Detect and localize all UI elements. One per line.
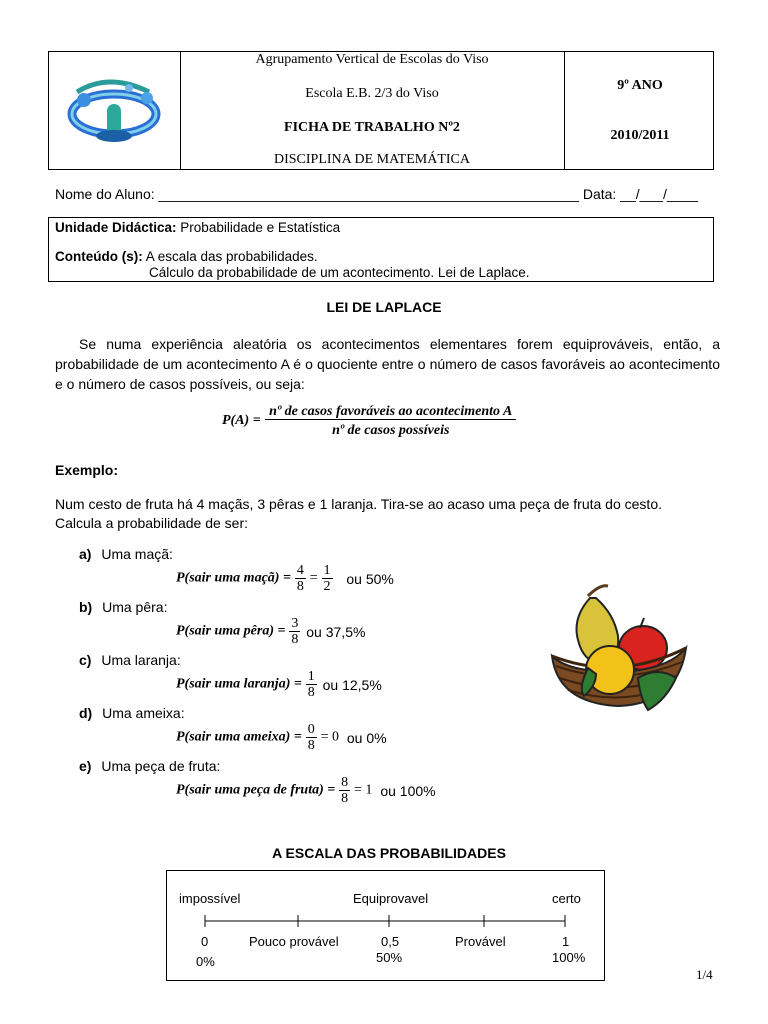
fraction: $\frac{8}{8}$ [341, 775, 349, 806]
formula-lhs: P(A) = [222, 413, 261, 428]
item-a-label-row [79, 546, 173, 562]
formula-lhs: P(sair uma laranja) = [176, 676, 302, 692]
scale-title: A ESCALA DAS PROBABILIDADES [272, 845, 506, 861]
item-label: Uma laranja: [101, 652, 181, 668]
formula-denominator: nº de casos possíveis [332, 423, 450, 438]
content-item-1: A escala das probabilidades. [145, 249, 318, 264]
page-number: 1/4 [696, 967, 713, 982]
unit-label: Unidade Didáctica: [55, 220, 177, 235]
tick-1: 1 [562, 934, 570, 949]
item-letter: d) [79, 705, 93, 721]
school-year: 2010/2011 [610, 128, 670, 143]
formula-lhs: P(sair uma ameixa) = [176, 729, 302, 745]
formula-lhs: P(sair uma peça de fruta) = [176, 782, 336, 798]
content-item-2: Cálculo da probabilidade de um acontecimento. Lei de Laplace. [149, 265, 530, 280]
item-result: ou 0% [346, 729, 387, 746]
unit-box [48, 217, 714, 282]
fraction: $\frac{3}{8}$ [291, 616, 299, 647]
item-result: ou 37,5% [306, 623, 366, 640]
fraction: $\frac{1}{8}$ [307, 669, 315, 700]
unit-value: Probabilidade e Estatística [180, 220, 341, 235]
label-equiprovavel: Equiprovavel [353, 891, 429, 906]
item-a-formula: P(sair uma maçã) = $\frac{4}{8}$ = $\frac{1}{2}$ ou 50% [176, 563, 394, 594]
item-b-formula [176, 616, 365, 647]
school-group: Agrupamento Vertical de Escolas do Viso [255, 52, 489, 67]
probability-scale [166, 870, 605, 981]
item-e-label-row [79, 758, 220, 774]
grade-year-cell [564, 52, 715, 169]
item-label: Uma maçã: [101, 546, 173, 562]
item-letter: b) [79, 599, 93, 615]
item-letter: c) [79, 652, 92, 668]
school-name: Escola E.B. 2/3 do Viso [305, 86, 439, 101]
label-certo: certo [552, 891, 581, 906]
percent-100: 100% [552, 950, 586, 965]
laplace-title: LEI DE LAPLACE [326, 299, 442, 315]
laplace-intro: Se numa experiência aleatória os acontecimentos elementares forem equiprováveis, então, a probabilidade de um acontecimento A é o quociente entre o número de casos favoráveis ao acontecimento e o número de casos possíveis, ou seja: [55, 336, 720, 392]
example-text-1: Num cesto de fruta há 4 maçãs, 3 pêras e 1 laranja. Tira-se ao acaso uma peça de fruta do cesto. [55, 496, 662, 512]
item-e-formula [176, 775, 436, 806]
fraction: $\frac{1}{2}$ [323, 563, 331, 594]
scale-axis [167, 911, 604, 931]
formula-numerator: nº de casos favoráveis ao acontecimento A [265, 404, 516, 420]
formula-lhs: P(sair uma pêra) = [176, 623, 286, 639]
fraction: $\frac{4}{8}$ [296, 563, 304, 594]
item-letter: a) [79, 546, 92, 562]
item-result: ou 100% [380, 782, 436, 799]
tick-05: 0,5 [381, 934, 400, 949]
item-result: ou 12,5% [322, 676, 382, 693]
tick-0: 0 [201, 934, 209, 949]
label-provavel: Provável [455, 934, 506, 949]
formula-tail: = 0 [320, 729, 339, 745]
item-d-formula [176, 722, 387, 753]
discipline: DISCIPLINA DE MATEMÁTICA [274, 152, 470, 167]
content-label: Conteúdo (s): [55, 249, 143, 264]
example-title: Exemplo: [55, 462, 119, 478]
grade: 9º ANO [617, 78, 663, 93]
label-pouco-provavel: Pouco provável [249, 934, 339, 949]
school-logo-icon [49, 52, 180, 169]
item-label: Uma peça de fruta: [101, 758, 221, 774]
item-label: Uma pêra: [102, 599, 168, 615]
label-impossible: impossível [179, 891, 241, 906]
item-result: ou 50% [346, 570, 394, 587]
item-d-label-row [79, 705, 185, 721]
item-c-label-row [79, 652, 181, 668]
item-b-label-row [79, 599, 167, 615]
laplace-formula [222, 404, 516, 438]
fraction: $\frac{0}{8}$ [307, 722, 315, 753]
fruit-basket-icon [548, 578, 694, 718]
header-table [48, 51, 714, 170]
item-label: Uma ameixa: [102, 705, 185, 721]
example-text-2: Calcula a probabilidade de ser: [55, 515, 249, 531]
school-logo-cell [49, 52, 181, 169]
item-letter: e) [79, 758, 92, 774]
percent-0: 0% [196, 954, 215, 969]
formula-lhs: P(sair uma maçã) = [176, 570, 291, 586]
percent-50: 50% [376, 950, 403, 965]
formula-tail: = 1 [354, 782, 373, 798]
item-c-formula [176, 669, 382, 700]
worksheet-title: FICHA DE TRABALHO Nº2 [284, 120, 460, 135]
student-name-line: Nome do Aluno: ______________________________________________________ Data: __/___/____ [55, 186, 699, 202]
